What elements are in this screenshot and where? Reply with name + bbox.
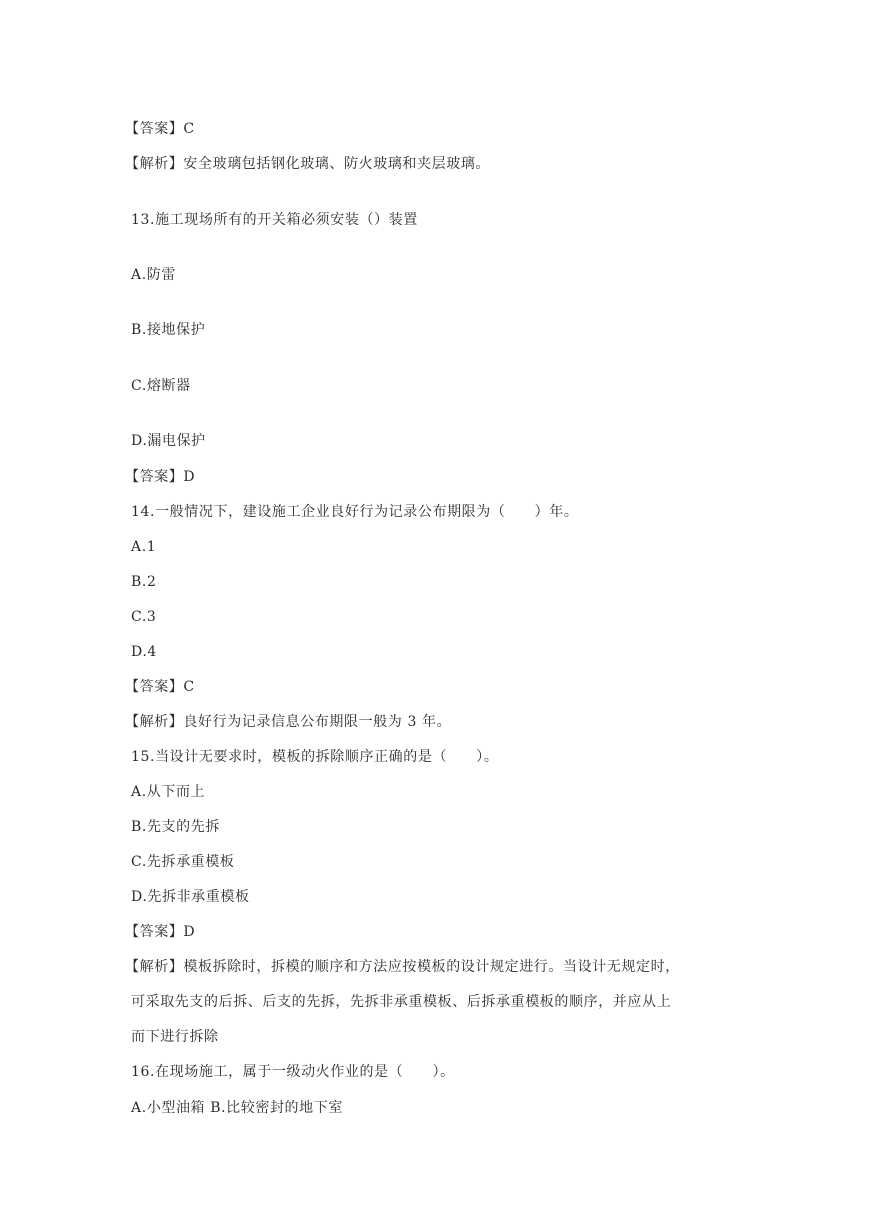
option-c: C.熔断器: [131, 378, 191, 394]
question-15: 15.当设计无要求时，模板的拆除顺序正确的是（ ）。: [131, 749, 499, 765]
question-16: 16.在现场施工，属于一级动火作业的是（ ）。: [131, 1064, 455, 1080]
option-d: D.先拆非承重模板: [131, 889, 250, 905]
question-14: 14.一般情况下，建设施工企业良好行为记录公布期限为（ ）年。: [131, 504, 579, 520]
question-13: 13.施工现场所有的开关箱必须安装（）装置: [131, 212, 418, 228]
answer-line: 【答案】D: [125, 924, 196, 940]
answer-line: 【答案】D: [125, 469, 196, 485]
explanation-line: 【解析】模板拆除时，拆模的顺序和方法应按模板的设计规定进行。当设计无规定时，: [125, 959, 680, 975]
option-c: C.3: [131, 609, 157, 625]
explanation-line: 【解析】良好行为记录信息公布期限一般为 3 年。: [125, 714, 452, 730]
option-a: A.从下而上: [131, 784, 206, 800]
option-d: D.4: [131, 644, 157, 660]
explanation-continuation: 而下进行拆除: [131, 1029, 219, 1045]
option-b: B.先支的先拆: [131, 819, 220, 835]
option-b: B.2: [131, 574, 157, 590]
options-a-b: A.小型油箱 B.比较密封的地下室: [131, 1100, 343, 1116]
answer-line: 【答案】C: [125, 121, 195, 137]
explanation-line: 【解析】安全玻璃包括钢化玻璃、防火玻璃和夹层玻璃。: [125, 156, 490, 172]
answer-line: 【答案】C: [125, 679, 195, 695]
explanation-continuation: 可采取先支的后拆、后支的先拆，先拆非承重模板、后拆承重模板的顺序，并应从上: [131, 994, 672, 1010]
option-b: B.接地保护: [131, 322, 206, 338]
option-c: C.先拆承重模板: [131, 854, 235, 870]
option-a: A.1: [131, 539, 157, 555]
option-d: D.漏电保护: [131, 433, 206, 449]
option-a: A.防雷: [131, 267, 176, 283]
